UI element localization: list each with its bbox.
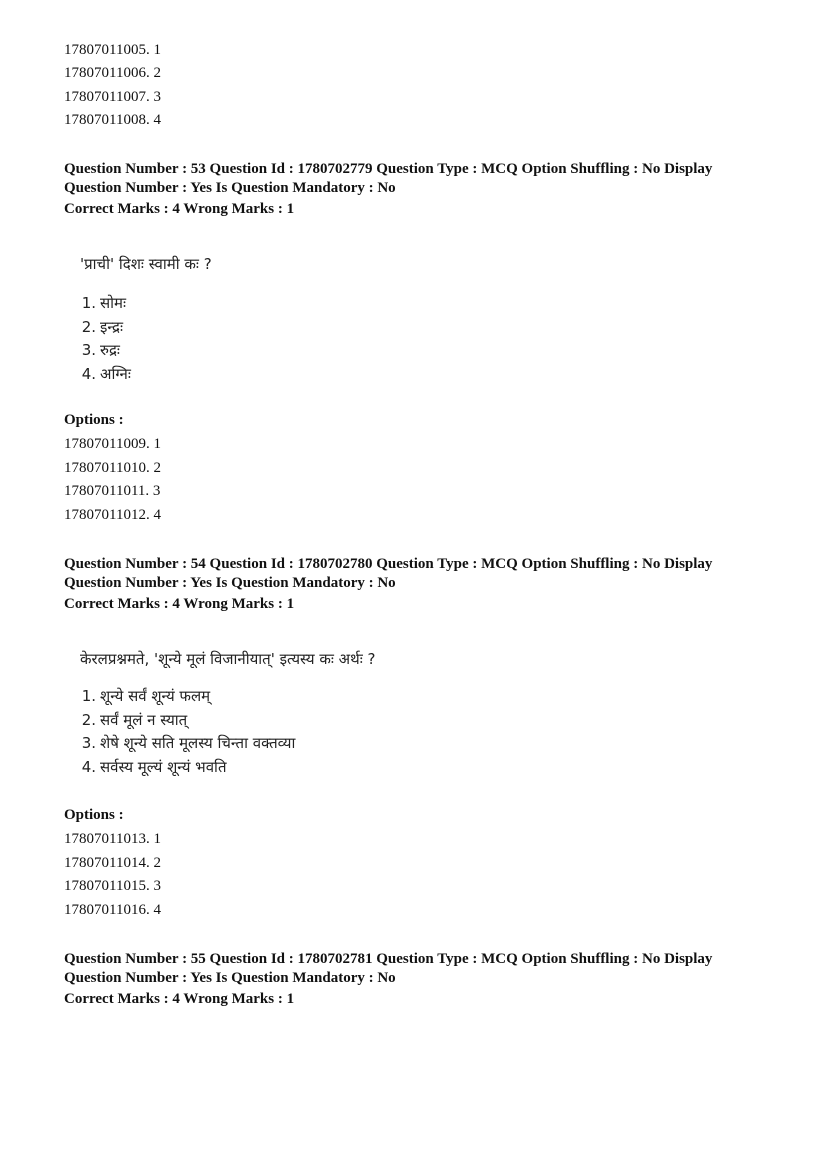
options-label: Options : — [64, 412, 124, 428]
question-meta-line2: Question Number : Yes Is Question Mandatory : No — [64, 575, 396, 591]
question-meta-line1: Question Number : 55 Question Id : 1780702781 Question Type : MCQ Option Shuffling : No Display — [64, 951, 713, 967]
answer-choices — [80, 685, 375, 779]
option-code: 17807011012. 4 — [64, 507, 161, 523]
option-code: 17807011015. 3 — [64, 878, 161, 894]
answer-choice: 3. शेषे शून्ये सति मूलस्य चिन्ता वक्तव्या — [81, 734, 296, 752]
answer-choice: 4. अग्निः — [81, 364, 131, 383]
question-text: केरलप्रश्नमते, 'शून्ये मूलं विजानीयात्' इत्यस्य कः अर्थः ? — [80, 650, 376, 668]
option-code: 17807011006. 2 — [64, 65, 161, 81]
answer-choice: 1. सोमः — [81, 294, 127, 312]
options-label: Options : — [64, 807, 124, 823]
question-54-header — [64, 555, 764, 614]
option-code: 17807011010. 2 — [64, 460, 161, 476]
question-53-header — [64, 160, 764, 219]
option-code: 17807011014. 2 — [64, 855, 161, 871]
question-55-header — [64, 950, 764, 1009]
option-code: 17807011013. 1 — [64, 831, 161, 847]
option-code: 17807011016. 4 — [64, 902, 161, 918]
question-marks: Correct Marks : 4 Wrong Marks : 1 — [64, 596, 295, 612]
question-54-body — [80, 649, 375, 779]
question-meta-line1: Question Number : 54 Question Id : 1780702780 Question Type : MCQ Option Shuffling : No Display — [64, 556, 713, 572]
question-53-body — [80, 254, 212, 386]
answer-choice: 2. इन्द्रः — [81, 317, 123, 336]
answer-choice: 3. रुद्रः — [81, 341, 120, 359]
question-marks: Correct Marks : 4 Wrong Marks : 1 — [64, 201, 295, 217]
option-code: 17807011011. 3 — [64, 483, 161, 499]
question-meta-line1: Question Number : 53 Question Id : 1780702779 Question Type : MCQ Option Shuffling : No Display — [64, 161, 713, 177]
option-code: 17807011005. 1 — [64, 42, 161, 58]
question-meta-line2: Question Number : Yes Is Question Mandatory : No — [64, 970, 396, 986]
answer-choice: 4. सर्वस्य मूल्यं शून्यं भवति — [81, 757, 227, 776]
question-text: 'प्राची' दिशः स्वामी कः ? — [80, 255, 212, 273]
option-code: 17807011009. 1 — [64, 436, 161, 452]
answer-choices — [80, 292, 212, 386]
question-meta-line2: Question Number : Yes Is Question Mandatory : No — [64, 180, 396, 196]
answer-choice: 2. सर्वं मूलं न स्यात् — [81, 710, 188, 729]
option-code: 17807011007. 3 — [64, 89, 161, 105]
answer-choice: 1. शून्ये सर्वं शून्यं फलम् — [81, 687, 211, 705]
question-marks: Correct Marks : 4 Wrong Marks : 1 — [64, 991, 295, 1007]
option-code: 17807011008. 4 — [64, 112, 161, 128]
